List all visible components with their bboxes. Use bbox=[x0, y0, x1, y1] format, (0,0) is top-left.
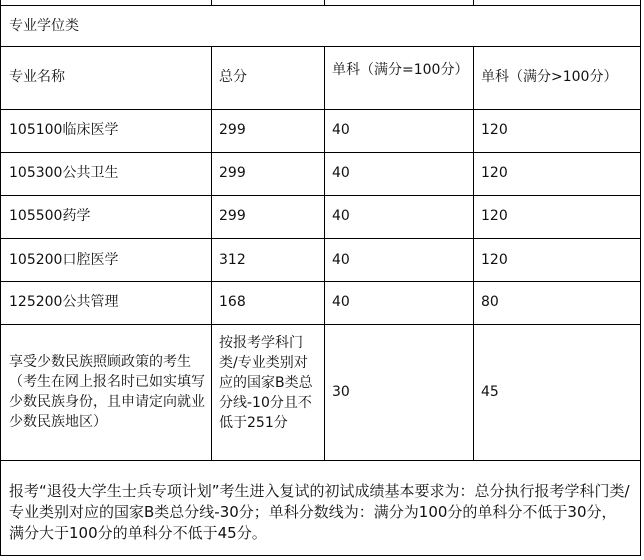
minority-policy-total-score: 按报考学科门类/专业类别对应的国家B类总分线-10分且不低于251分 bbox=[219, 335, 313, 431]
row-major-name: 105100临床医学 bbox=[9, 122, 119, 138]
row-single-100: 40 bbox=[332, 294, 350, 310]
minority-policy-single-over-100: 45 bbox=[481, 384, 499, 400]
row-major-name: 105500药学 bbox=[9, 208, 91, 224]
row-single-over-100: 120 bbox=[481, 165, 508, 181]
row-single-over-100: 80 bbox=[481, 294, 499, 310]
row-total-score: 299 bbox=[219, 165, 246, 181]
row-single-100: 40 bbox=[332, 208, 350, 224]
row-single-100: 40 bbox=[332, 122, 350, 138]
rule bbox=[473, 46, 474, 461]
rule bbox=[0, 195, 641, 196]
row-total-score: 168 bbox=[219, 294, 246, 310]
rule bbox=[211, 46, 212, 461]
row-single-over-100: 120 bbox=[481, 208, 508, 224]
row-total-score: 312 bbox=[219, 252, 246, 268]
rule bbox=[324, 0, 325, 6]
row-major-name: 125200公共管理 bbox=[9, 294, 119, 310]
row-single-over-100: 120 bbox=[481, 252, 508, 268]
section-title: 专业学位类 bbox=[9, 18, 79, 34]
rule bbox=[0, 281, 641, 282]
row-total-score: 299 bbox=[219, 122, 246, 138]
header-major-name: 专业名称 bbox=[9, 69, 65, 85]
row-single-100: 40 bbox=[332, 165, 350, 181]
veteran-program-footnote: 报考“退役大学生士兵专项计划”考生进入复试的初试成绩基本要求为：总分执行报考学科门类/专业类别对应的国家B类总分线-30分；单科分数线为：满分为100分的单科分不低于30分，满分大于100分的单科分不低于45分。 bbox=[9, 482, 630, 542]
rule bbox=[640, 0, 641, 556]
header-single-100: 单科（满分=100分） bbox=[332, 62, 469, 78]
row-major-name: 105200口腔医学 bbox=[9, 252, 119, 268]
row-major-name: 105300公共卫生 bbox=[9, 165, 119, 181]
rule bbox=[0, 46, 641, 47]
rule bbox=[0, 555, 641, 556]
row-single-over-100: 120 bbox=[481, 122, 508, 138]
rule bbox=[0, 5, 641, 6]
rule bbox=[0, 0, 1, 556]
rule bbox=[473, 0, 474, 6]
rule bbox=[0, 460, 641, 461]
minority-policy-single-100: 30 bbox=[332, 384, 350, 400]
row-total-score: 299 bbox=[219, 208, 246, 224]
rule bbox=[324, 46, 325, 461]
header-single-over-100: 单科（满分>100分） bbox=[481, 69, 618, 85]
rule bbox=[211, 0, 212, 6]
rule bbox=[0, 324, 641, 325]
header-total-score: 总分 bbox=[219, 69, 247, 85]
rule bbox=[0, 238, 641, 239]
minority-policy-description: 享受少数民族照顾政策的考生（考生在网上报名时已如实填写少数民族身份，且申请定向就业少数民族地区） bbox=[9, 354, 205, 430]
row-single-100: 40 bbox=[332, 252, 350, 268]
rule bbox=[0, 109, 641, 110]
rule bbox=[0, 152, 641, 153]
